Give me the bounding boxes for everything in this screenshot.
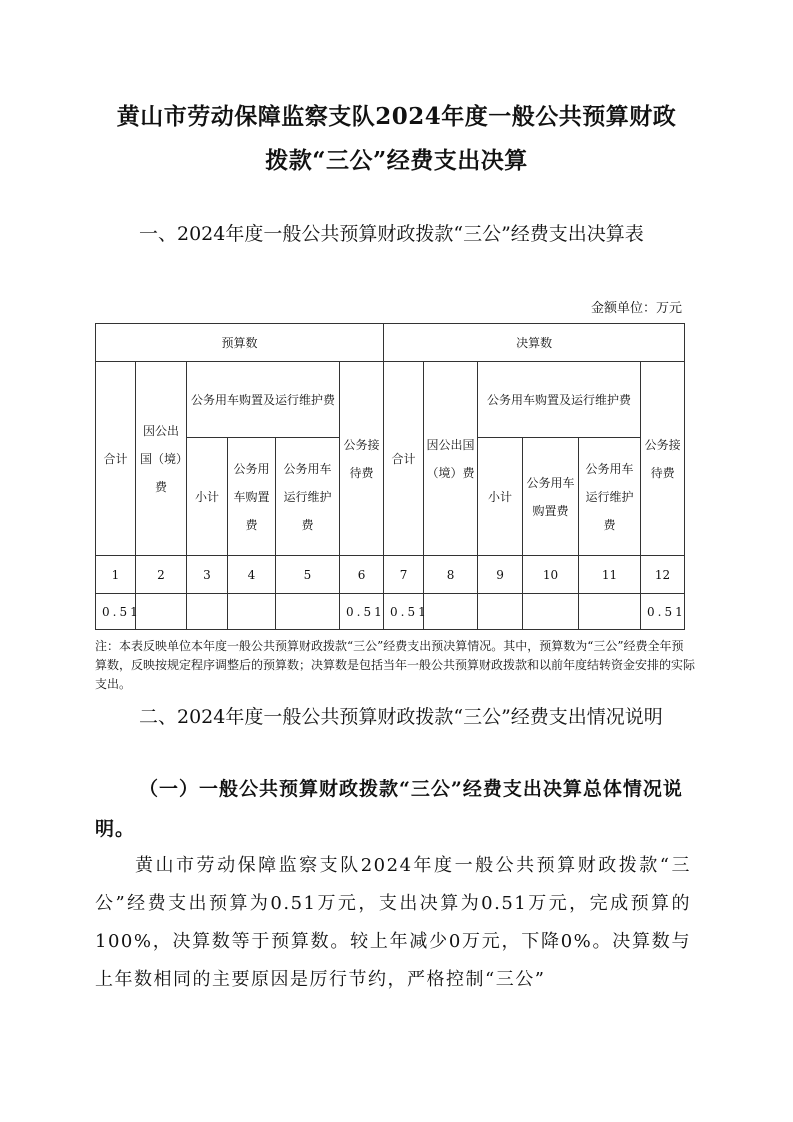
document-title-line2: 拨款“三公”经费支出决算: [265, 147, 528, 174]
table-note: 注：本表反映单位本年度一般公共预算财政拨款“三公”经费支出预决算情况。其中，预算数为“三公”经费全年预算数，反映按规定程序调整后的预算数；决算数是包括当年一般公共预算财政拨款和以前年度结转资金安排的实际支出。: [95, 639, 696, 691]
index-cell: 12: [641, 556, 685, 594]
col-vehicle-group-final: 公务用车购置及运行维护费: [478, 362, 641, 438]
value-cell: 0.51: [384, 594, 424, 630]
value-cell: [478, 594, 523, 630]
col-vehicle-purchase-budget: 公务用车购置费: [228, 438, 276, 556]
value-cell: 0.51: [96, 594, 136, 630]
value-cell: [276, 594, 340, 630]
value-cell: [187, 594, 228, 630]
index-cell: 5: [276, 556, 340, 594]
col-vehicle-purchase-final: 公务用车购置费: [523, 438, 579, 556]
value-cell: [136, 594, 187, 630]
col-vehicle-operation-budget: 公务用车运行维护费: [276, 438, 340, 556]
section2-heading: 二、2024年度一般公共预算财政拨款“三公”经费支出情况说明: [139, 706, 663, 728]
index-cell: 1: [96, 556, 136, 594]
index-cell: 11: [579, 556, 641, 594]
col-vehicle-group-budget: 公务用车购置及运行维护费: [187, 362, 340, 438]
col-subtotal-budget: 小计: [187, 438, 228, 556]
col-subtotal-final: 小计: [478, 438, 523, 556]
index-row: [96, 556, 685, 594]
index-cell: 6: [340, 556, 384, 594]
col-vehicle-operation-final: 公务用车运行维护费: [579, 438, 641, 556]
value-cell: [228, 594, 276, 630]
three-public-expense-table: [95, 323, 685, 630]
value-cell: 0.51: [340, 594, 384, 630]
value-cell: 0.51: [641, 594, 685, 630]
final-header: 决算数: [384, 324, 685, 362]
index-cell: 7: [384, 556, 424, 594]
col-reception-final: 公务接待费: [641, 362, 685, 556]
budget-header: 预算数: [96, 324, 384, 362]
value-row: [96, 594, 685, 630]
unit-label: 金额单位：万元: [590, 301, 682, 316]
col-total-final: 合计: [384, 362, 424, 556]
index-cell: 4: [228, 556, 276, 594]
col-total-budget: 合计: [96, 362, 136, 556]
index-cell: 9: [478, 556, 523, 594]
document-title-line1: 黄山市劳动保障监察支队2024年度一般公共预算财政: [116, 103, 677, 130]
index-cell: 8: [424, 556, 478, 594]
section1-heading: 一、2024年度一般公共预算财政拨款“三公”经费支出决算表: [139, 223, 644, 245]
value-cell: [579, 594, 641, 630]
body-paragraph: 黄山市劳动保障监察支队2024年度一般公共预算财政拨款“三公”经费支出预算为0.51万元，支出决算为0.51万元，完成预算的100%，决算数等于预算数。较上年减少0万元，下降0%。决算数与上年数相同的主要原因是厉行节约，严格控制“三公”: [95, 855, 691, 990]
index-cell: 10: [523, 556, 579, 594]
index-cell: 3: [187, 556, 228, 594]
col-abroad-budget: 因公出国（境）费: [136, 362, 187, 556]
col-reception-budget: 公务接待费: [340, 362, 384, 556]
value-cell: [424, 594, 478, 630]
section2-subheading: （一）一般公共预算财政拨款“三公”经费支出决算总体情况说明。: [95, 778, 683, 840]
value-cell: [523, 594, 579, 630]
index-cell: 2: [136, 556, 187, 594]
col-abroad-final: 因公出国（境）费: [424, 362, 478, 556]
